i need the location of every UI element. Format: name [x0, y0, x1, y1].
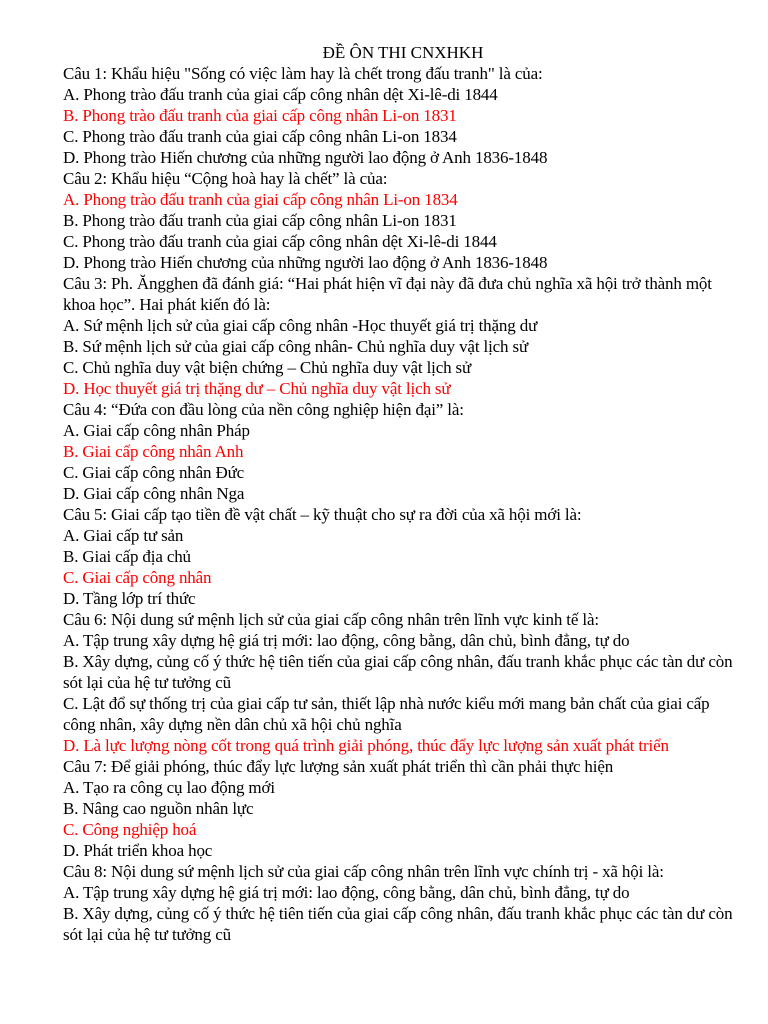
- answer-option: C. Giai cấp công nhân Đức: [63, 463, 245, 482]
- question-text: Câu 6: Nội dung sứ mệnh lịch sử của giai cấp công nhân trên lĩnh vực kinh tế là:: [63, 610, 599, 629]
- question-text: Câu 1: Khẩu hiệu "Sống có việc làm hay là chết trong đấu tranh" là của:: [63, 64, 543, 83]
- question-text: Câu 7: Để giải phóng, thúc đẩy lực lượng sản xuất phát triển thì cần phải thực hiện: [63, 757, 614, 776]
- question-text: Câu 4: “Đứa con đầu lòng của nền công nghiệp hiện đại” là:: [63, 400, 464, 419]
- question-block: [63, 609, 743, 756]
- answer-option-correct: C. Giai cấp công nhân: [63, 568, 212, 587]
- question-block: [63, 399, 743, 504]
- document-title: ĐỀ ÔN THI CNXHKH: [322, 43, 484, 62]
- answer-option: B. Xây dựng, củng cố ý thức hệ tiên tiến của giai cấp công nhân, đấu tranh khắc phục các tàn dư còn sót lại của hệ tư tưởng cũ: [63, 904, 733, 944]
- answer-option: D. Phong trào Hiến chương của những người lao động ở Anh 1836-1848: [63, 148, 548, 167]
- question-block: [63, 504, 743, 609]
- answer-option: B. Sứ mệnh lịch sử của giai cấp công nhân- Chủ nghĩa duy vật lịch sử: [63, 337, 529, 356]
- answer-option: A. Sứ mệnh lịch sử của giai cấp công nhân -Học thuyết giá trị thặng dư: [63, 316, 538, 335]
- answer-option: C. Phong trào đấu tranh của giai cấp công nhân dệt Xi-lê-di 1844: [63, 232, 497, 251]
- answer-option-correct: D. Học thuyết giá trị thặng dư – Chủ nghĩa duy vật lịch sử: [63, 379, 451, 398]
- question-text: Câu 5: Giai cấp tạo tiền đề vật chất – kỹ thuật cho sự ra đời của xã hội mới là:: [63, 505, 582, 524]
- answer-option-correct: B. Phong trào đấu tranh của giai cấp công nhân Li-on 1831: [63, 106, 457, 125]
- answer-option: A. Tạo ra công cụ lao động mới: [63, 778, 275, 797]
- answer-option: B. Phong trào đấu tranh của giai cấp công nhân Li-on 1831: [63, 211, 457, 230]
- answer-option: B. Giai cấp địa chủ: [63, 547, 191, 566]
- answer-option: A. Tập trung xây dựng hệ giá trị mới: lao động, công bằng, dân chủ, bình đẳng, tự do: [63, 631, 630, 650]
- question-block: [63, 861, 743, 945]
- answer-option-correct: A. Phong trào đấu tranh của giai cấp công nhân Li-on 1834: [63, 190, 458, 209]
- answer-option: D. Phong trào Hiến chương của những người lao động ở Anh 1836-1848: [63, 253, 548, 272]
- question-block: [63, 756, 743, 861]
- answer-option-correct: C. Công nghiệp hoá: [63, 820, 197, 839]
- question-text: Câu 3: Ph. Ăngghen đã đánh giá: “Hai phát hiện vĩ đại này đã đưa chủ nghĩa xã hội trở thành một khoa học”. Hai phát kiến đó là:: [63, 274, 712, 314]
- answer-option: A. Giai cấp công nhân Pháp: [63, 421, 250, 440]
- answer-option: A. Giai cấp tư sản: [63, 526, 184, 545]
- question-block: [63, 168, 743, 273]
- answer-option: C. Phong trào đấu tranh của giai cấp công nhân Li-on 1834: [63, 127, 457, 146]
- answer-option: D. Phát triển khoa học: [63, 841, 213, 860]
- answer-option: D. Tầng lớp trí thức: [63, 589, 196, 608]
- answer-option: D. Giai cấp công nhân Nga: [63, 484, 245, 503]
- answer-option-correct: B. Giai cấp công nhân Anh: [63, 442, 244, 461]
- question-text: Câu 2: Khẩu hiệu “Cộng hoà hay là chết” là của:: [63, 169, 388, 188]
- answer-option: A. Phong trào đấu tranh của giai cấp công nhân dệt Xi-lê-di 1844: [63, 85, 498, 104]
- document-body: [63, 42, 743, 945]
- question-block: [63, 273, 743, 399]
- answer-option: A. Tập trung xây dựng hệ giá trị mới: lao động, công bằng, dân chủ, bình đẳng, tự do: [63, 883, 630, 902]
- question-text: Câu 8: Nội dung sứ mệnh lịch sử của giai cấp công nhân trên lĩnh vực chính trị - xã hội là:: [63, 862, 664, 881]
- answer-option: C. Chủ nghĩa duy vật biện chứng – Chủ nghĩa duy vật lịch sử: [63, 358, 472, 377]
- answer-option: C. Lật đổ sự thống trị của giai cấp tư sản, thiết lập nhà nước kiểu mới mang bản chất của giai cấp công nhân, xây dựng nền dân chủ xã hội chủ nghĩa: [63, 694, 710, 734]
- question-block: [63, 63, 743, 168]
- question-list: [63, 63, 743, 945]
- answer-option: B. Nâng cao nguồn nhân lực: [63, 799, 254, 818]
- answer-option-correct: D. Là lực lượng nòng cốt trong quá trình giải phóng, thúc đẩy lực lượng sản xuất phát triển: [63, 736, 669, 755]
- answer-option: B. Xây dựng, củng cố ý thức hệ tiên tiến của giai cấp công nhân, đấu tranh khắc phục các tàn dư còn sót lại của hệ tư tưởng cũ: [63, 652, 733, 692]
